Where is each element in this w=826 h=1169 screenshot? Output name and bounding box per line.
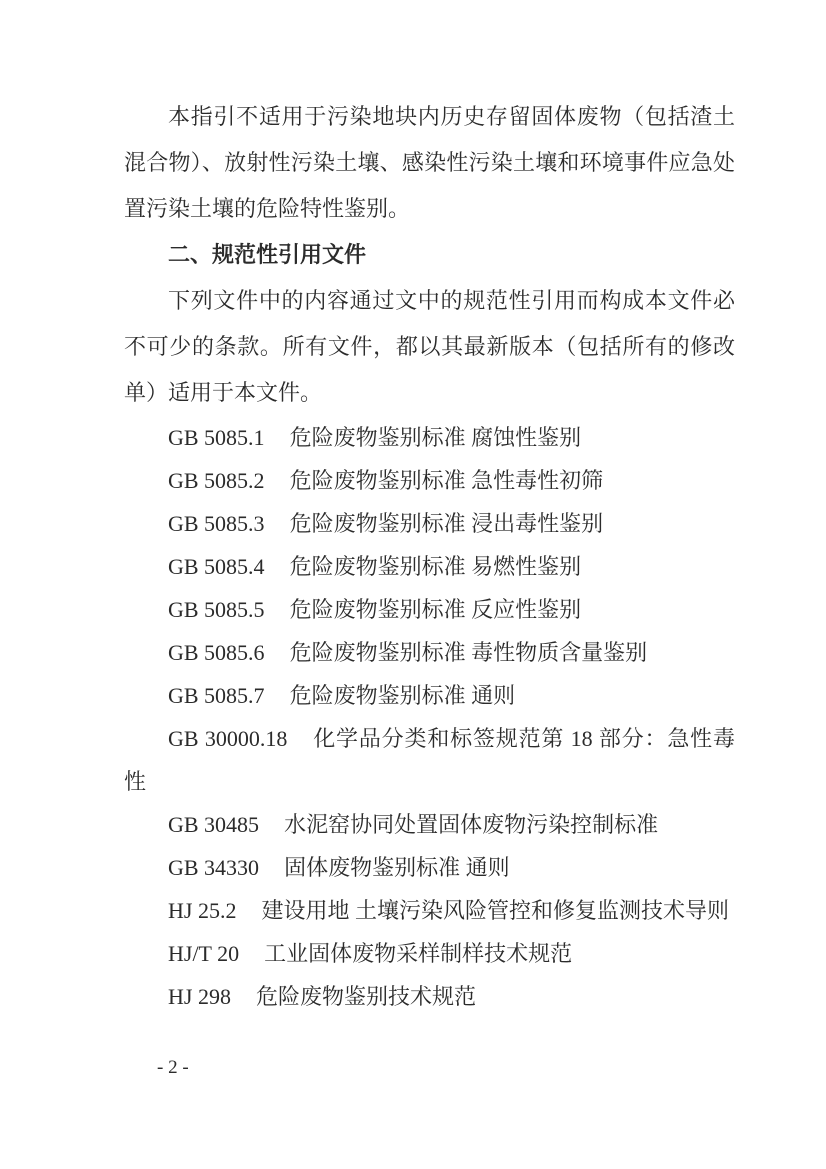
reference-item <box>124 545 735 588</box>
reference-code: GB 34330 <box>168 855 260 880</box>
reference-title: 危险废物鉴别标准 通则 <box>289 683 516 708</box>
reference-title: 危险废物鉴别标准 浸出毒性鉴别 <box>289 511 604 536</box>
reference-item <box>124 631 735 674</box>
reference-item <box>124 932 735 975</box>
reference-code: GB 5085.7 <box>168 683 265 708</box>
reference-title: 危险废物鉴别技术规范 <box>255 984 476 1009</box>
reference-title: 工业固体废物采样制样技术规范 <box>264 941 573 966</box>
reference-code: GB 5085.3 <box>168 511 265 536</box>
reference-title: 危险废物鉴别标准 反应性鉴别 <box>289 597 582 622</box>
reference-title: 固体废物鉴别标准 通则 <box>284 855 510 880</box>
reference-title: 水泥窑协同处置固体废物污染控制标准 <box>284 812 659 837</box>
section-intro-paragraph: 下列文件中的内容通过文中的规范性引用而构成本文件必不可少的条款。所有文件，都以其最新版本（包括所有的修改单）适用于本文件。 <box>124 288 735 405</box>
scope-paragraph: 本指引不适用于污染地块内历史存留固体废物（包括渣土混合物）、放射性污染土壤、感染性污染土壤和环境事件应急处置污染土壤的危险特性鉴别。 <box>124 104 735 221</box>
reference-item <box>124 588 735 631</box>
reference-item <box>124 717 735 803</box>
reference-code: HJ 298 <box>168 984 231 1009</box>
reference-code: GB 30485 <box>168 812 260 837</box>
page-number: - 2 - <box>157 1057 189 1078</box>
reference-title: 危险废物鉴别标准 腐蚀性鉴别 <box>289 425 582 450</box>
reference-title: 危险废物鉴别标准 易燃性鉴别 <box>289 554 582 579</box>
reference-code: GB 5085.4 <box>168 554 265 579</box>
reference-code: GB 5085.5 <box>168 597 265 622</box>
reference-title: 危险废物鉴别标准 急性毒性初筛 <box>289 468 604 493</box>
reference-item <box>124 846 735 889</box>
reference-code: GB 5085.1 <box>168 425 265 450</box>
reference-title: 危险废物鉴别标准 毒性物质含量鉴别 <box>289 640 648 665</box>
reference-code: GB 30000.18 <box>168 726 288 751</box>
reference-item <box>124 803 735 846</box>
reference-code: GB 5085.6 <box>168 640 265 665</box>
reference-code: GB 5085.2 <box>168 468 265 493</box>
references-list <box>124 416 735 1018</box>
reference-item <box>124 674 735 717</box>
reference-item <box>124 416 735 459</box>
reference-code: HJ 25.2 <box>168 898 237 923</box>
reference-item <box>124 459 735 502</box>
reference-item <box>124 502 735 545</box>
reference-item <box>124 975 735 1018</box>
reference-code: HJ/T 20 <box>168 941 240 966</box>
reference-title: 建设用地 土壤污染风险管控和修复监测技术导则 <box>261 898 729 923</box>
reference-title: 化学品分类和标签规范第 18 部分：急性毒性 <box>124 726 735 794</box>
section-heading: 二、规范性引用文件 <box>168 242 367 267</box>
reference-item <box>124 889 735 932</box>
